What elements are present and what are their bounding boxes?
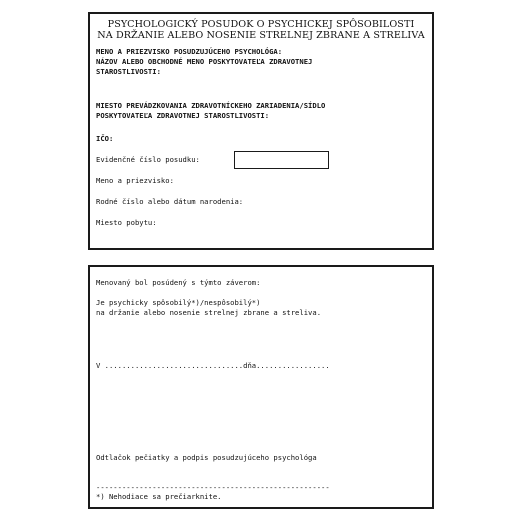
record-number-field[interactable] bbox=[234, 151, 329, 169]
conclusion-intro: Menovaný bol posúdený s týmto záverom: bbox=[96, 278, 261, 287]
facility-label-line-2: POSKYTOVATEĽA ZDRAVOTNEJ STAROSTLIVOSTI: bbox=[96, 111, 270, 120]
place-date-line: V ................................dňa................. bbox=[96, 361, 330, 370]
residence-label: Miesto pobytu: bbox=[96, 218, 157, 227]
provider-name-label-line-2: STAROSTLIVOSTI: bbox=[96, 67, 161, 76]
verdict-line-2: na držanie alebo nosenie strelnej zbrane a streliva. bbox=[96, 308, 322, 317]
assessment-header-card bbox=[88, 12, 434, 250]
separator-line: ------------------------------------------------------ bbox=[96, 483, 330, 492]
record-number-label: Evidenčné číslo posudku: bbox=[96, 155, 200, 164]
form-title-line-2: NA DRŽANIE ALEBO NOSENIE STRELNEJ ZBRANE A STRELIVA bbox=[97, 30, 425, 41]
provider-name-label-line-1: NÁZOV ALEBO OBCHODNÉ MENO POSKYTOVATEĽA ZDRAVOTNEJ bbox=[96, 57, 313, 66]
stamp-signature-label: Odtlačok pečiatky a podpis posudzujúceho psychológa bbox=[96, 453, 317, 462]
ico-label: IČO: bbox=[96, 134, 114, 143]
birth-number-label: Rodné číslo alebo dátum narodenia: bbox=[96, 197, 244, 206]
conclusion-card bbox=[88, 265, 434, 509]
form-title-line-1: PSYCHOLOGICKÝ POSUDOK O PSYCHICKEJ SPÔSOBILOSTI bbox=[107, 19, 415, 30]
psychologist-name-label: MENO A PRIEZVISKO POSUDZUJÚCEHO PSYCHOLÓGA: bbox=[96, 47, 283, 56]
facility-label-line-1: MIESTO PREVÁDZKOVANIA ZDRAVOTNÍCKEHO ZARIADENIA/SÍDLO bbox=[96, 101, 326, 110]
name-label: Meno a priezvisko: bbox=[96, 176, 174, 185]
footnote: *) Nehodiace sa prečiarknite. bbox=[96, 492, 222, 501]
verdict-line-1: Je psychicky spôsobilý*)/nespôsobilý*) bbox=[96, 298, 261, 307]
